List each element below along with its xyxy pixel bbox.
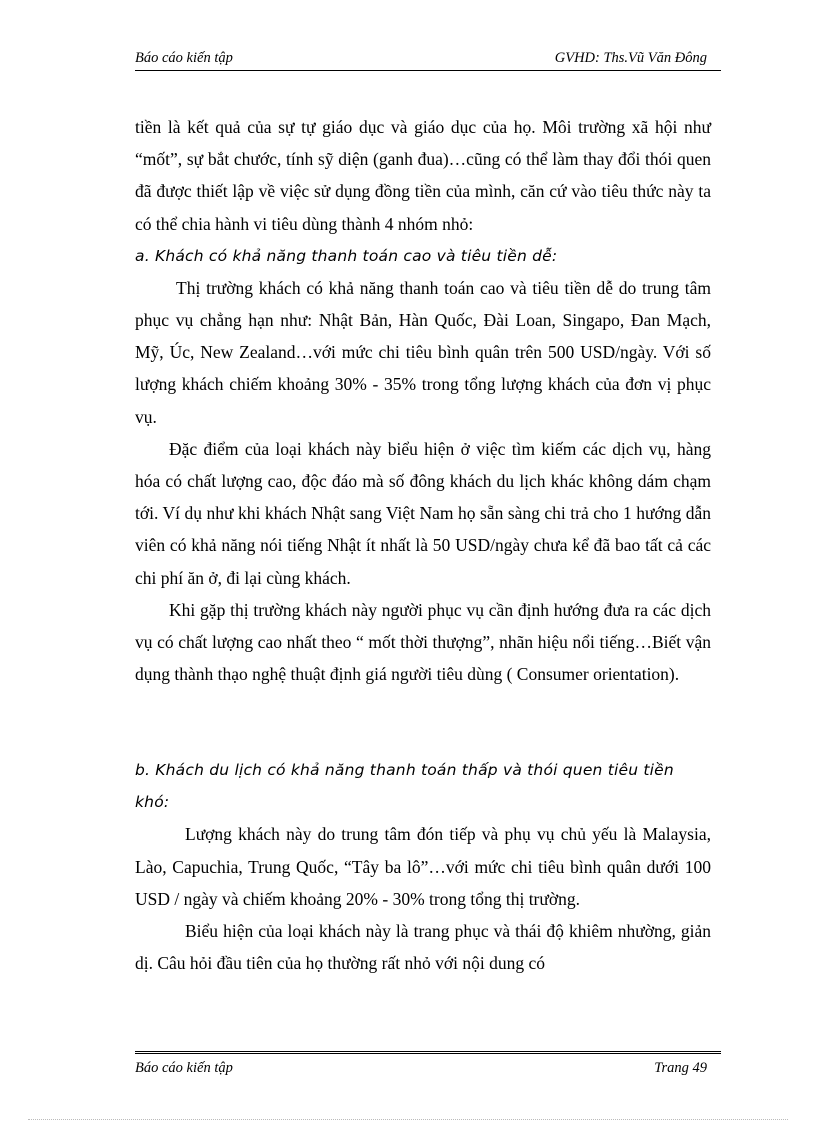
section-heading-b: b. Khách du lịch có khả năng thanh toán thấp và thói quen tiêu tiền khó:: [135, 761, 674, 812]
paragraph-characteristics: Đặc điểm của loại khách này biểu hiện ở việc tìm kiếm các dịch vụ, hàng hóa có chất lượng cao, độc đáo mà số đông khách du lịch khác không dám chạm tới. Ví dụ như khi khách Nhật sang Việt Nam họ sẵn sàng chi trả cho 1 hướng dẫn viên có khả năng nói tiếng Nhật ít nhất là 50 USD/ngày chưa kể đã bao tất cả các chi phí ăn ở, đi lại cùng khách.: [135, 438, 711, 588]
footer-report-title: Báo cáo kiến tập: [135, 1060, 233, 1076]
header-supervisor: GVHD: Ths.Vũ Văn Đông: [554, 50, 707, 66]
paragraph-market-low-spending: Lượng khách này do trung tâm đón tiếp và phụ vụ chủ yếu là Malaysia, Lào, Capuchia, Trung Quốc, “Tây ba lô”…với mức chi tiêu bình quân dưới 100 USD / ngày và chiếm khoảng 20% - 30% trong tổng thị trường.: [135, 824, 711, 909]
page-number: Trang 49: [654, 1060, 707, 1076]
paragraph-market-high-spending: Thị trường khách có khả năng thanh toán cao và tiêu tiền dễ do trung tâm phục vụ chẳng hạn như: Nhật Bản, Hàn Quốc, Đài Loan, Singapo, Đan Mạch, Mỹ, Úc, New Zealand…với mức chi tiêu bình quân trên 500 USD/ngày. Với số lượng khách chiếm khoảng 30% - 35% trong tổng lượng khách của đơn vị phục vụ.: [135, 277, 711, 427]
section-heading-a: a. Khách có khả năng thanh toán cao và tiêu tiền dễ:: [135, 246, 558, 265]
page-footer: [135, 1051, 721, 1084]
header-report-title: Báo cáo kiến tập: [135, 50, 233, 66]
paragraph-behavior: Biểu hiện của loại khách này là trang phục và thái độ khiêm nhường, giản dị. Câu hỏi đầu tiên của họ thường rất nhỏ với nội dung có: [135, 921, 711, 974]
document-body: [135, 111, 711, 979]
page-bottom-divider: [28, 1119, 788, 1120]
paragraph-intro: tiền là kết quả của sự tự giáo dục và giáo dục của họ. Môi trường xã hội như “mốt”, sự bắt chước, tính sỹ diện (ganh đua)…cũng có thể làm thay đổi thói quen đã được thiết lập về việc sử dụng đồng tiền của mình, căn cứ vào tiêu thức này ta có thể chia hành vi tiêu dùng thành 4 nhóm nhỏ:: [135, 117, 711, 234]
paragraph-service-orientation: Khi gặp thị trường khách này người phục vụ cần định hướng đưa ra các dịch vụ có chất lượng cao nhất theo “ mốt thời thượng”, nhãn hiệu nổi tiếng…Biết vận dụng thành thạo nghệ thuật định giá người tiêu dùng ( Consumer orientation).: [135, 599, 711, 685]
page-header: [135, 48, 721, 71]
blank-spacer: [135, 690, 711, 754]
